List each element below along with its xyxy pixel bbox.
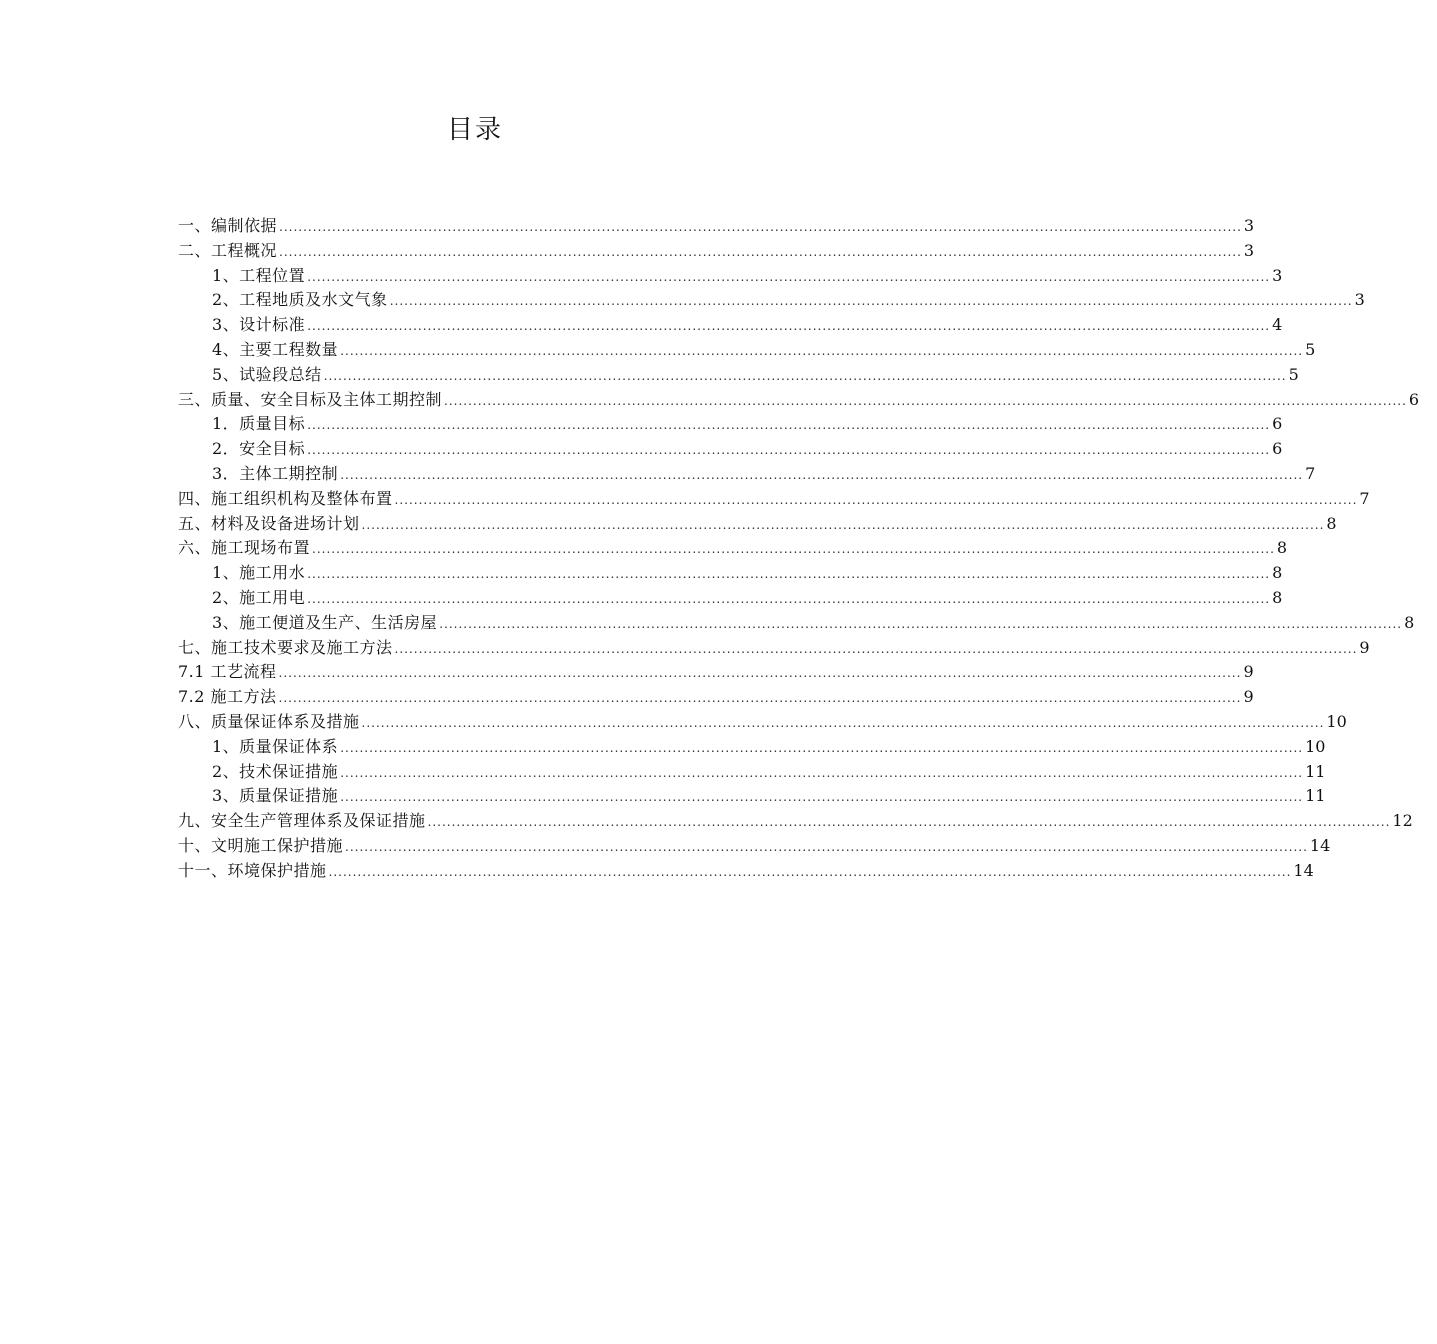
toc-dot-leader: ........................................................................................................................................................................................................ [444,393,1407,408]
toc-entry-label: 1、工程位置 [212,265,306,285]
toc-entry-page-number: 8 [1404,612,1415,632]
toc-dot-leader: ........................................................................................................................................................................................................ [312,542,1275,557]
toc-dot-leader: ........................................................................................................................................................................................................ [307,319,1271,334]
toc-entry-label: 六、施工现场布置 [178,538,311,558]
toc-entry[interactable] [178,611,1415,636]
toc-entry[interactable] [178,338,1316,363]
toc-dot-leader: ........................................................................................................................................................................................................ [278,666,1242,681]
toc-dot-leader: ........................................................................................................................................................................................................ [328,864,1292,879]
toc-entry-page-number: 8 [1326,513,1337,533]
toc-entry-label: 十、文明施工保护措施 [178,835,344,855]
toc-entry-page-number: 3 [1272,265,1283,285]
toc-entry-label: 7.2 施工方法 [178,687,277,707]
toc-entry-label: 5、试验段总结 [212,364,322,384]
toc-entry-page-number: 8 [1276,538,1288,558]
toc-entry-label: 五、材料及设备进场计划 [178,513,360,533]
toc-entry-page-number: 10 [1326,711,1347,731]
toc-entry[interactable] [178,313,1283,338]
toc-entry-page-number: 11 [1305,761,1326,781]
toc-dot-leader: ........................................................................................................................................................................................................ [340,790,1304,805]
toc-dot-leader: ........................................................................................................................................................................................................ [307,443,1271,458]
toc-entry[interactable] [178,388,1420,413]
toc-entry[interactable] [178,462,1316,487]
toc-entry-page-number: 4 [1272,315,1283,335]
toc-entry-page-number: 8 [1272,587,1283,607]
toc-entry-label: 九、安全生产管理体系及保证措施 [178,811,426,831]
toc-entry-page-number: 7 [1359,488,1370,508]
toc-dot-leader: ........................................................................................................................................................................................................ [340,740,1304,755]
toc-dot-leader: ........................................................................................................................................................................................................ [340,765,1304,780]
toc-entry-label: 2、技术保证措施 [212,761,339,781]
toc-entry-page-number: 9 [1359,637,1370,657]
toc-entry-label: 1、施工用水 [212,563,306,583]
toc-dot-leader: ........................................................................................................................................................................................................ [279,220,1242,234]
toc-dot-leader: ........................................................................................................................................................................................................ [307,567,1271,582]
table-of-contents [178,214,1420,884]
toc-entry[interactable] [178,784,1326,809]
toc-dot-leader: ........................................................................................................................................................................................................ [307,269,1271,284]
toc-entry-label: 四、施工组织机构及整体布置 [178,488,393,508]
toc-dot-leader: ........................................................................................................................................................................................................ [389,294,1353,309]
toc-entry-page-number: 5 [1288,364,1299,384]
toc-dot-leader: ........................................................................................................................................................................................................ [427,815,1391,830]
toc-entry[interactable] [178,437,1283,462]
toc-entry-page-number: 6 [1408,389,1420,409]
toc-entry-page-number: 9 [1243,662,1254,682]
toc-entry-label: 七、施工技术要求及施工方法 [178,637,393,657]
toc-entry[interactable] [178,264,1283,289]
toc-entry-label: 3．主体工期控制 [212,463,339,483]
toc-entry-label: 1．质量目标 [212,414,306,434]
toc-entry-page-number: 8 [1272,563,1283,583]
toc-entry-label: 4、主要工程数量 [212,339,339,359]
toc-entry-page-number: 14 [1293,860,1314,880]
toc-entry-page-number: 3 [1243,216,1255,235]
toc-entry-page-number: 6 [1272,414,1283,434]
toc-entry-page-number: 7 [1305,463,1316,483]
toc-entry[interactable] [178,412,1283,437]
toc-entry-label: 一、编制依据 [178,216,278,235]
page-title: 目录 [446,115,503,145]
toc-entry-page-number: 6 [1272,439,1283,459]
toc-dot-leader: ........................................................................................................................................................................................................ [340,467,1304,482]
toc-entry-page-number: 5 [1305,339,1316,359]
toc-entry[interactable] [178,536,1288,561]
toc-entry-page-number: 3 [1243,240,1255,260]
toc-entry-page-number: 11 [1305,786,1326,806]
toc-entry[interactable] [178,288,1365,313]
toc-entry-label: 1、质量保证体系 [212,736,339,756]
toc-entry[interactable] [178,239,1255,264]
toc-entry[interactable] [178,561,1283,586]
toc-entry[interactable] [178,636,1370,661]
toc-dot-leader: ........................................................................................................................................................................................................ [361,517,1325,532]
toc-dot-leader: ........................................................................................................................................................................................................ [394,641,1358,656]
toc-dot-leader: ........................................................................................................................................................................................................ [278,691,1242,706]
toc-dot-leader: ........................................................................................................................................................................................................ [307,591,1271,606]
toc-entry-label: 3、施工便道及生产、生活房屋 [212,612,438,632]
toc-entry[interactable] [178,809,1413,834]
toc-dot-leader: ........................................................................................................................................................................................................ [340,343,1304,358]
toc-entry-label: 7.1 工艺流程 [178,662,277,682]
toc-entry[interactable] [178,214,1255,239]
toc-entry[interactable] [178,512,1337,537]
toc-dot-leader: ........................................................................................................................................................................................................ [394,492,1358,507]
toc-entry-label: 2、工程地质及水文气象 [212,290,388,310]
toc-entry-label: 二、工程概况 [178,240,278,260]
toc-entry-label: 2．安全目标 [212,439,306,459]
toc-dot-leader: ........................................................................................................................................................................................................ [361,715,1325,730]
toc-entry[interactable] [178,859,1314,884]
toc-dot-leader: ........................................................................................................................................................................................................ [345,839,1308,854]
toc-entry-page-number: 10 [1305,736,1326,756]
toc-entry-label: 三、质量、安全目标及主体工期控制 [178,389,443,409]
toc-dot-leader: ........................................................................................................................................................................................................ [323,368,1287,383]
toc-entry-label: 2、施工用电 [212,587,306,607]
toc-entry-label: 八、质量保证体系及措施 [178,711,360,731]
toc-entry-page-number: 3 [1354,290,1365,310]
toc-entry-page-number: 14 [1309,835,1331,855]
toc-entry[interactable] [178,760,1326,785]
toc-entry[interactable] [178,586,1283,611]
toc-dot-leader: ........................................................................................................................................................................................................ [279,244,1242,259]
toc-entry[interactable] [178,735,1326,760]
toc-entry-label: 3、质量保证措施 [212,786,339,806]
toc-entry-label: 十一、环境保护措施 [178,860,327,880]
toc-entry[interactable] [178,487,1370,512]
toc-entry[interactable] [178,363,1299,388]
toc-entry-page-number: 9 [1243,687,1254,707]
toc-entry[interactable] [178,685,1254,710]
toc-entry[interactable] [178,710,1347,735]
toc-entry[interactable] [178,834,1331,859]
toc-entry-page-number: 12 [1392,811,1413,831]
toc-dot-leader: ........................................................................................................................................................................................................ [307,418,1271,433]
toc-entry-label: 3、设计标准 [212,315,306,335]
toc-dot-leader: ........................................................................................................................................................................................................ [439,616,1403,631]
toc-entry[interactable] [178,660,1254,685]
